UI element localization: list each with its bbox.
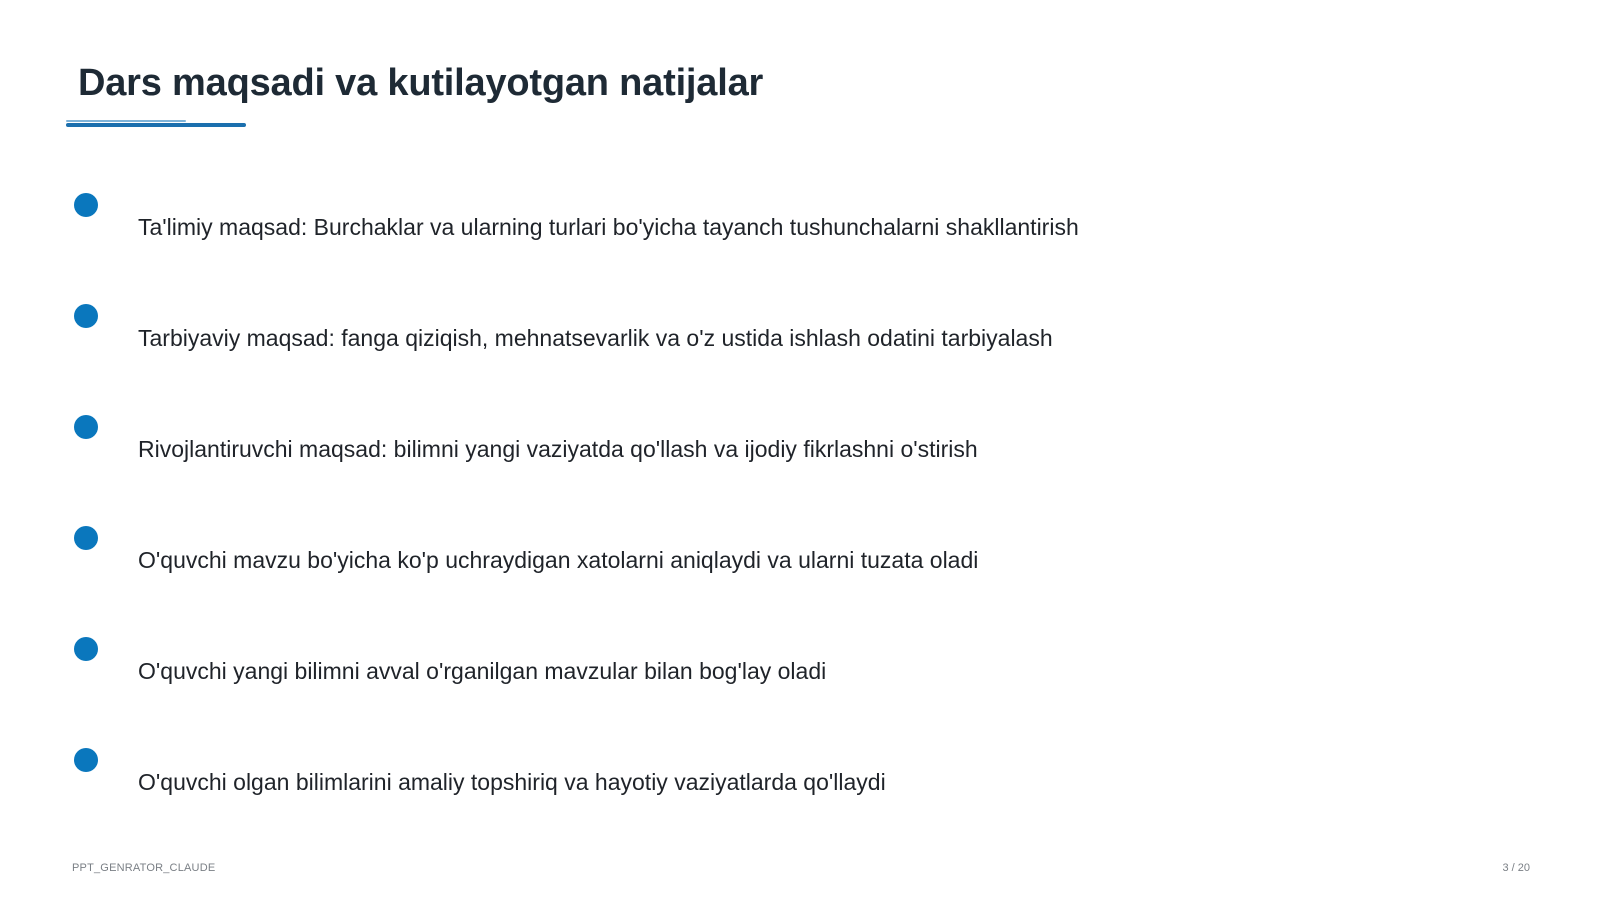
bullet-dot-icon (74, 526, 98, 550)
bullet-item (0, 193, 1600, 253)
bullet-dot-icon (74, 637, 98, 661)
title-underline-accent (66, 120, 186, 122)
bullet-text: O'quvchi mavzu bo'yicha ko'p uchraydigan xatolarni aniqlaydi va ularni tuzata oladi (138, 547, 979, 573)
footer-brand: PPT_GENRATOR_CLAUDE (72, 862, 216, 874)
bullet-text: Ta'limiy maqsad: Burchaklar va ularning turlari bo'yicha tayanch tushunchalarni shakllantirish (138, 214, 1079, 240)
bullet-dot-icon (74, 415, 98, 439)
page-indicator: 3 / 20 (1502, 862, 1530, 874)
bullet-item (0, 526, 1600, 586)
bullet-dot-icon (74, 748, 98, 772)
title-underline (66, 123, 246, 127)
bullet-item (0, 637, 1600, 697)
bullet-item (0, 304, 1600, 364)
slide-title: Dars maqsadi va kutilayotgan natijalar (78, 62, 764, 104)
bullet-text: Tarbiyaviy maqsad: fanga qiziqish, mehnatsevarlik va o'z ustida ishlash odatini tarbiyalash (138, 325, 1053, 351)
bullet-text: O'quvchi yangi bilimni avval o'rganilgan mavzular bilan bog'lay oladi (138, 658, 827, 684)
bullet-item (0, 415, 1600, 475)
bullet-text: O'quvchi olgan bilimlarini amaliy topshiriq va hayotiy vaziyatlarda qo'llaydi (138, 769, 886, 795)
bullet-text: Rivojlantiruvchi maqsad: bilimni yangi vaziyatda qo'llash va ijodiy fikrlashni o'stirish (138, 436, 978, 462)
bullet-dot-icon (74, 193, 98, 217)
bullet-item (0, 748, 1600, 808)
bullet-dot-icon (74, 304, 98, 328)
